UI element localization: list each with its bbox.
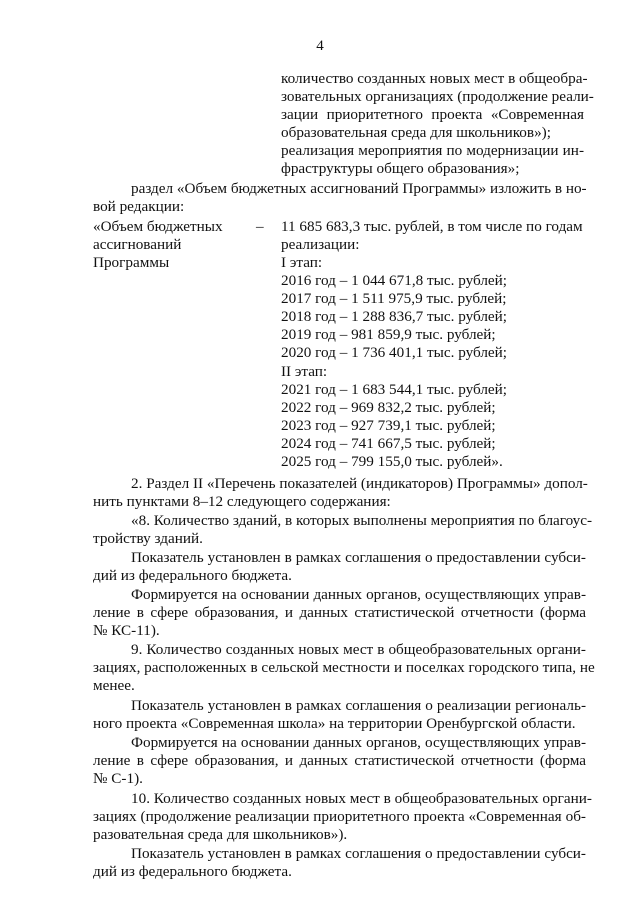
paragraph-line: Показатель установлен в рамках соглашения о реализации региональ- <box>131 697 586 714</box>
paragraph-line: Показатель установлен в рамках соглашения о предоставлении субси- <box>131 549 586 566</box>
budget-total-line: 11 685 683,3 тыс. рублей, в том числе по годам <box>281 218 583 235</box>
paragraph-line: тройству зданий. <box>93 530 203 547</box>
paragraph-line: зациях, расположенных в сельской местности и поселках городского типа, не <box>93 659 595 676</box>
stage1-year-line: 2016 год – 1 044 671,8 тыс. рублей; <box>281 272 508 289</box>
paragraph-line: Формируется на основании данных органов, осуществляющих управ- <box>131 586 586 603</box>
paragraph-line: Формируется на основании данных органов, осуществляющих управ- <box>131 734 586 751</box>
paragraph-line: разовательная среда для школьников»). <box>93 826 348 843</box>
continuation-line: зации приоритетного проекта «Современная <box>281 106 584 123</box>
stage1-label: I этап: <box>281 254 323 271</box>
continuation-line: образовательная среда для школьников»); <box>281 124 551 141</box>
paragraph-line: 9. Количество созданных новых мест в общеобразовательных органи- <box>131 641 586 658</box>
stage2-year-line: 2021 год – 1 683 544,1 тыс. рублей; <box>281 381 508 398</box>
budget-label-line: ассигнований <box>93 236 182 253</box>
stage2-year-line: 2024 год – 741 667,5 тыс. рублей; <box>281 435 496 452</box>
paragraph-line: ление в сфере образования, и данных статистической отчетности (форма <box>93 604 586 621</box>
stage1-year-line: 2017 год – 1 511 975,9 тыс. рублей; <box>281 290 507 307</box>
continuation-line: зовательных организациях (продолжение реали- <box>281 88 594 105</box>
paragraph-line: ного проекта «Современная школа» на территории Оренбургской области. <box>93 715 576 732</box>
paragraph-line: 10. Количество созданных новых мест в общеобразовательных органи- <box>131 790 592 807</box>
paragraph-line: 2. Раздел II «Перечень показателей (индикаторов) Программы» допол- <box>131 475 588 492</box>
stage2-year-line: 2025 год – 799 155,0 тыс. рублей». <box>281 453 503 470</box>
paragraph-line: ление в сфере образования, и данных статистической отчетности (форма <box>93 752 586 769</box>
stage2-year-line: 2023 год – 927 739,1 тыс. рублей; <box>281 417 496 434</box>
stage1-year-line: 2018 год – 1 288 836,7 тыс. рублей; <box>281 308 508 325</box>
section-intro-line: вой редакции: <box>93 198 185 215</box>
stage1-year-line: 2020 год – 1 736 401,1 тыс. рублей; <box>281 344 508 361</box>
budget-total-line: реализации: <box>281 236 360 253</box>
page-number: 4 <box>316 38 324 54</box>
paragraph-line: № С-1). <box>93 770 143 787</box>
paragraph-line: зациях (продолжение реализации приоритетного проекта «Современная об- <box>93 808 586 825</box>
paragraph-line: Показатель установлен в рамках соглашения о предоставлении субси- <box>131 845 586 862</box>
paragraph-line: дий из федерального бюджета. <box>93 567 292 584</box>
continuation-line: количество созданных новых мест в общеобра- <box>281 70 588 87</box>
paragraph-line: «8. Количество зданий, в которых выполнены мероприятия по благоус- <box>131 512 593 529</box>
budget-label-line: «Объем бюджетных <box>93 218 223 235</box>
stage1-year-line: 2019 год – 981 859,9 тыс. рублей; <box>281 326 496 343</box>
stage2-label: II этап: <box>281 363 328 380</box>
budget-dash: – <box>256 218 264 235</box>
continuation-line: фраструктуры общего образования»; <box>281 160 520 177</box>
section-intro-line: раздел «Объем бюджетных ассигнований Программы» изложить в но- <box>131 180 587 197</box>
paragraph-line: № КС-11). <box>93 622 160 639</box>
paragraph-line: нить пунктами 8–12 следующего содержания: <box>93 493 391 510</box>
budget-label-line: Программы <box>93 254 170 271</box>
paragraph-line: менее. <box>93 677 135 694</box>
continuation-line: реализация мероприятия по модернизации ин- <box>281 142 584 159</box>
stage2-year-line: 2022 год – 969 832,2 тыс. рублей; <box>281 399 496 416</box>
paragraph-line: дий из федерального бюджета. <box>93 863 292 880</box>
